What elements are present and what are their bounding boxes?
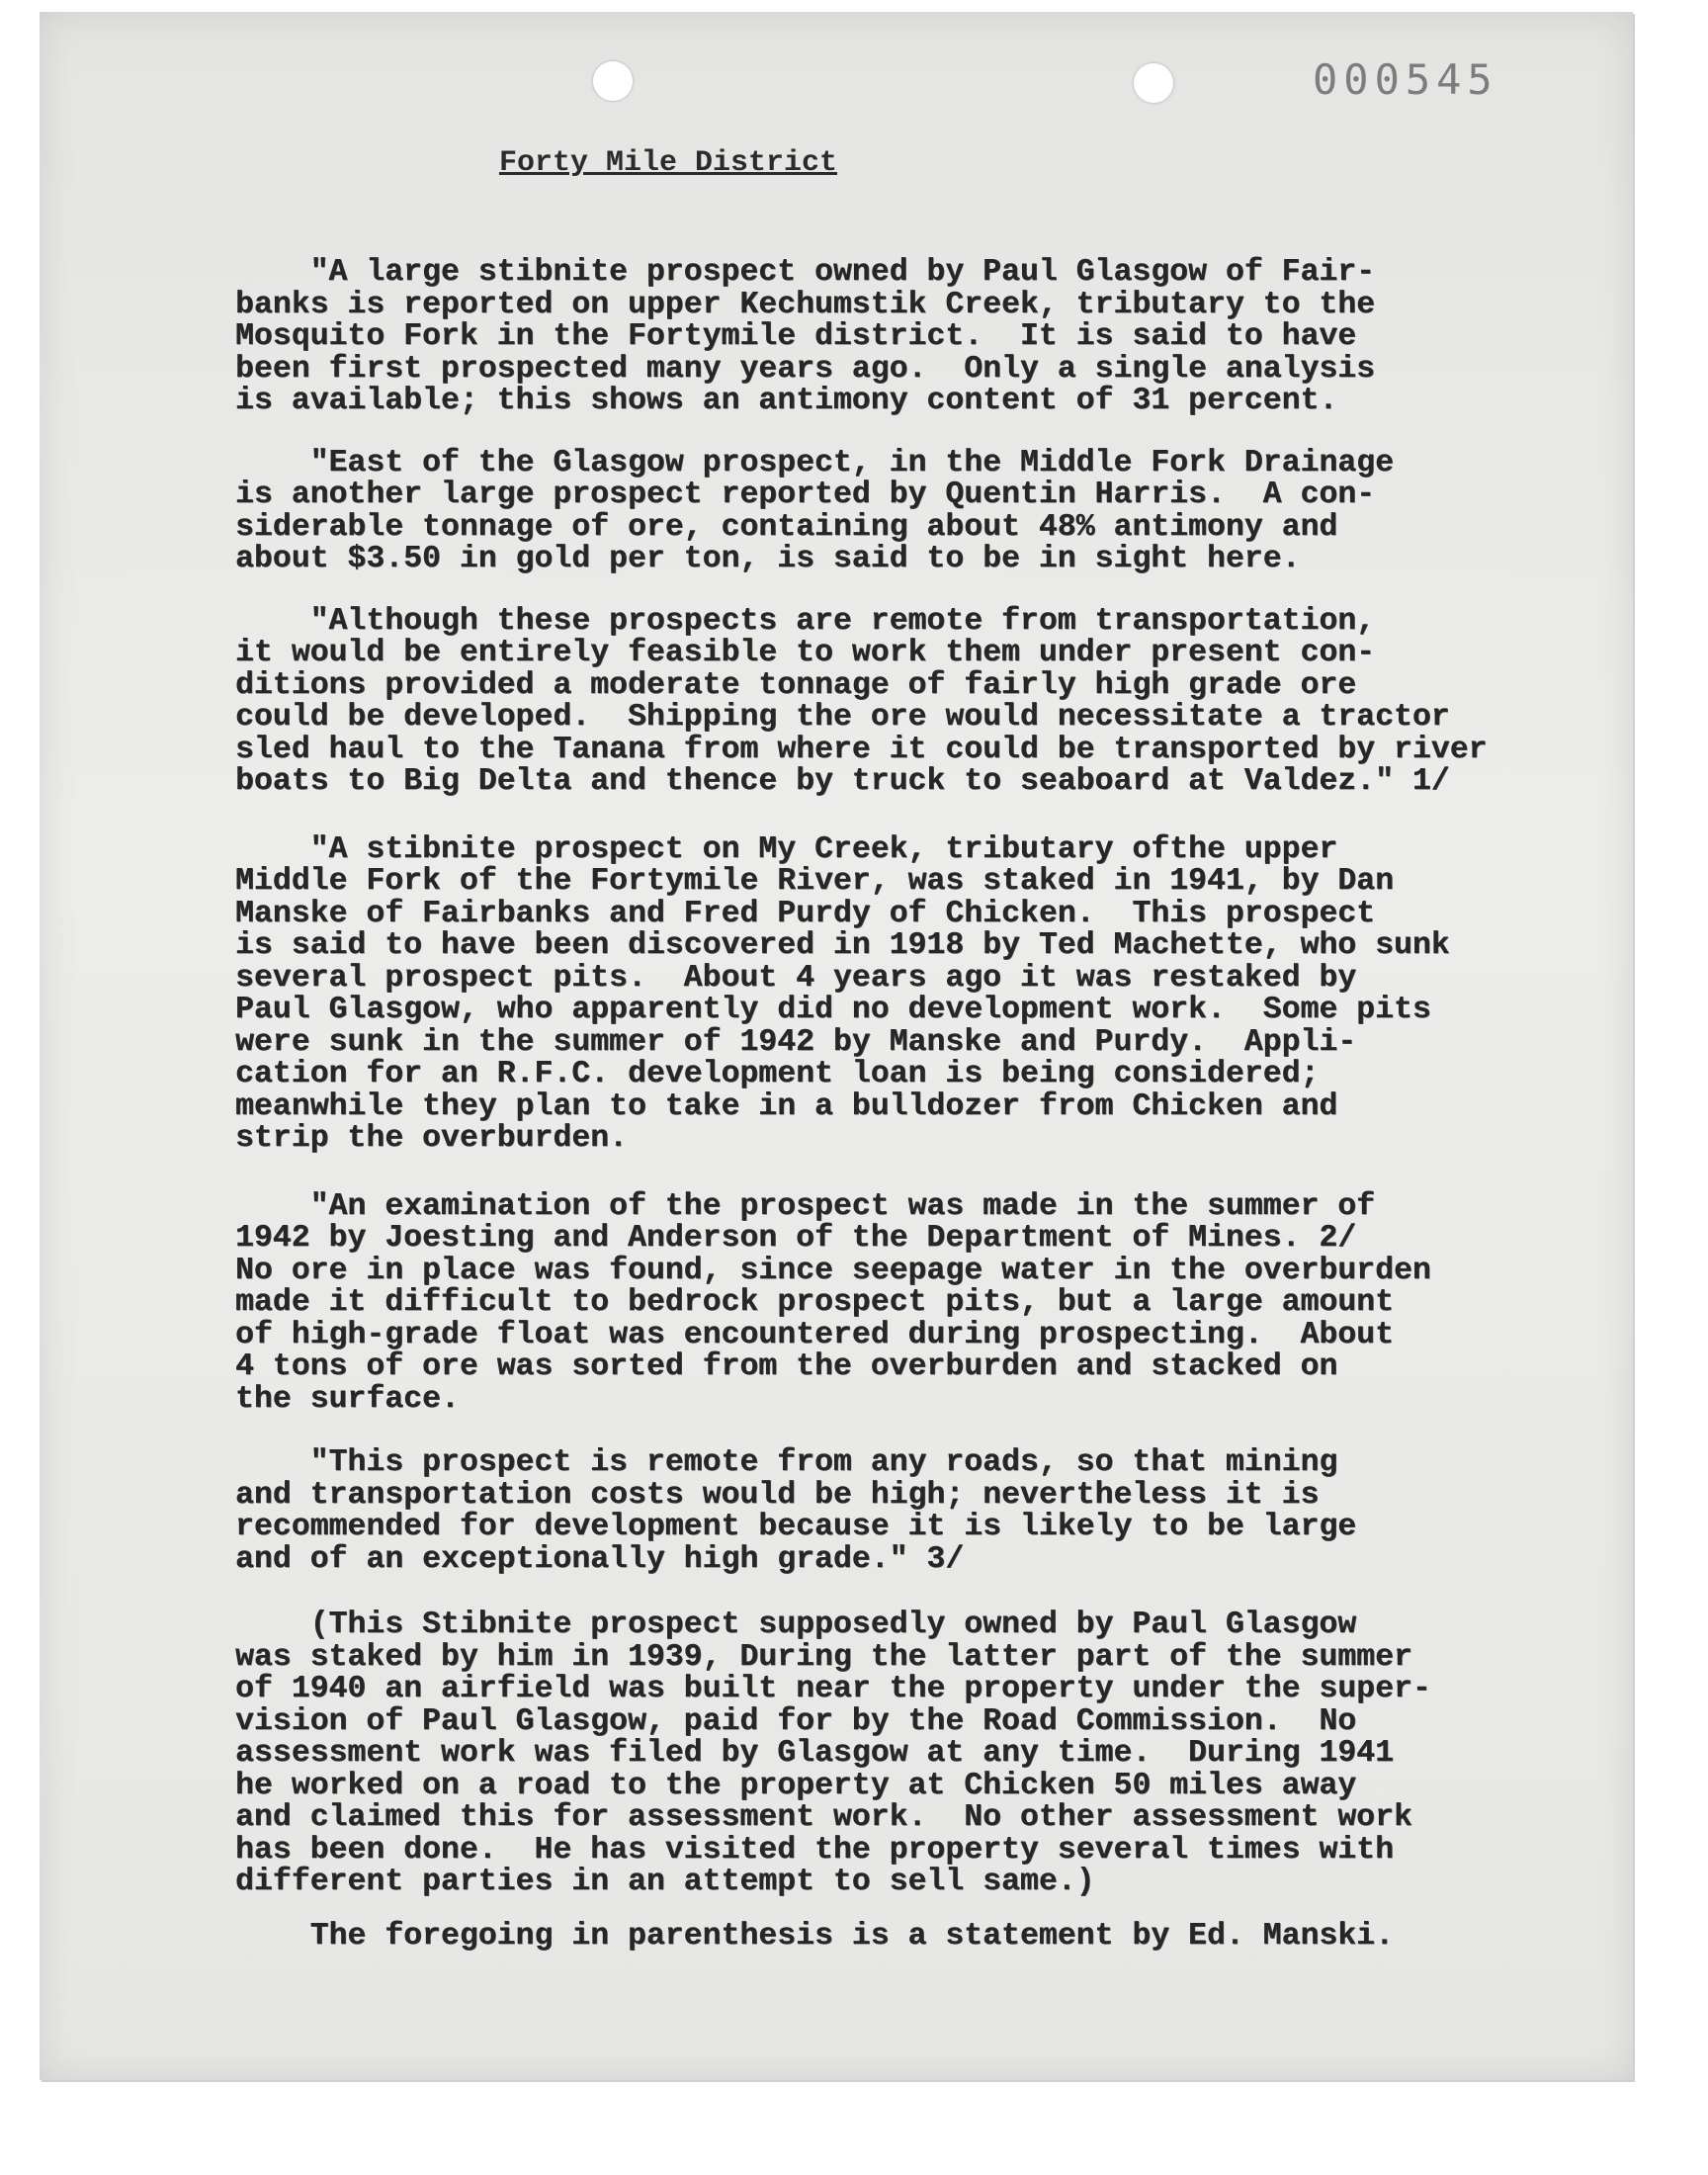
paragraph: (This Stibnite prospect supposedly owned by Paul Glasgow was staked by him in 1939, During the latter part of the summer of 1940 an airfield was built near the property under the super- vision of Paul Glasgow, paid for by the Road Commission. No assessment work was filed by Glasgow at any time. During 1941 he worked on a road to the property at Chicken 50 miles away and claimed this for assessment work. No other assessment work has been done. He has visited the property several times with different parties in an attempt to sell same.) — [235, 1608, 1431, 1899]
paragraph: "A stibnite prospect on My Creek, tributary ofthe upper Middle Fork of the Fortymile River, was staked in 1941, by Dan Manske of Fairbanks and Fred Purdy of Chicken. This prospect is said to have been discovered in 1918 by Ted Machette, who sunk several prospect pits. About 4 years ago it was restaked by Paul Glasgow, who apparently did no development work. Some pits were sunk in the summer of 1942 by Manske and Purdy. Appli- cation for an R.F.C. development loan is being considered; meanwhile they plan to take in a bulldozer from Chicken and strip the overburden. — [235, 831, 1450, 1156]
page-number: 000545 — [1313, 55, 1498, 104]
closing-statement: The foregoing in parenthesis is a statement by Ed. Manski. — [235, 1918, 1394, 1954]
paragraph: "East of the Glasgow prospect, in the Middle Fork Drainage is another large prospect reported by Quentin Harris. A con- siderable tonnage of ore, containing about 48% antimony and about $3.50 in gold per ton, is said to be in sight here. — [235, 445, 1394, 576]
punch-hole — [593, 61, 633, 101]
paragraph: "Although these prospects are remote from transportation, it would be entirely feasible to work them under present con- ditions provided a moderate tonnage of fairly high grade ore could be developed. Shipping the ore would necessitate a tractor sled haul to the Tanana from where it could be transported by river boats to Big Delta and thence by truck to seaboard at Valdez." 1/ — [235, 603, 1488, 799]
document-body — [235, 257, 1619, 1982]
document-title-wrapper — [40, 146, 1633, 180]
punch-hole — [1134, 63, 1173, 103]
paragraph: "An examination of the prospect was made in the summer of 1942 by Joesting and Anderson of the Department of Mines. 2/ No ore in place was found, since seepage water in the overburden made it difficult to bedrock prospect pits, but a large amount of high-grade float was encountered during prospecting. About 4 tons of ore was sorted from the overburden and stacked on the surface. — [235, 1188, 1431, 1417]
document-title: Forty Mile District — [498, 146, 838, 180]
paragraph: "A large stibnite prospect owned by Paul Glasgow of Fair- banks is reported on upper Kechumstik Creek, tributary to the Mosquito Fork in the Fortymile district. It is said to have been first prospected many years ago. Only a single analysis is available; this shows an antimony content of 31 percent. — [235, 255, 1376, 418]
paragraph: "This prospect is remote from any roads, so that mining and transportation costs would be high; nevertheless it is recommended for development because it is likely to be large and of an exceptionally high grade." 3/ — [235, 1445, 1357, 1577]
